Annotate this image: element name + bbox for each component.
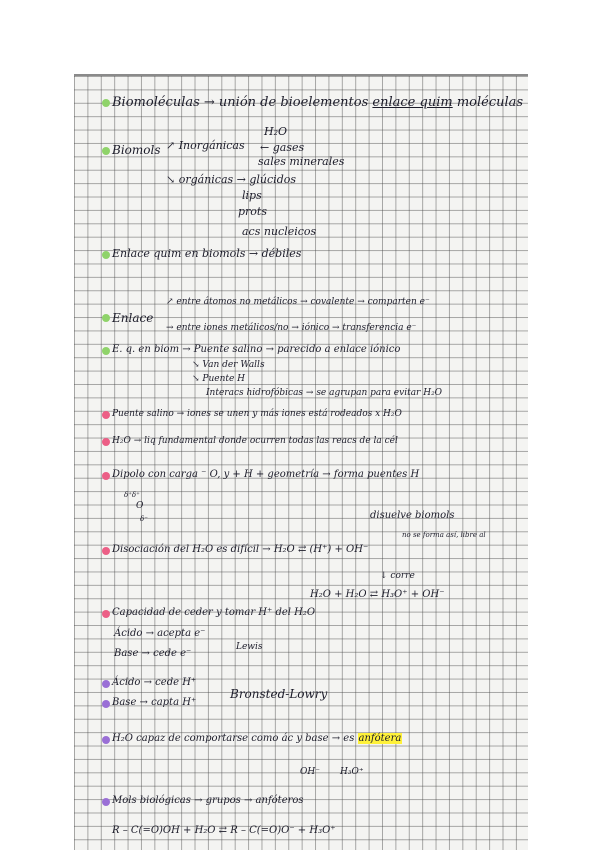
note-anfotera	[112, 734, 402, 744]
note-disociacion: Disociación del H₂O es difícil → H₂O ⇄ (H⁺) + OH⁻	[112, 544, 369, 555]
highlighted-text: anfótera	[358, 733, 402, 744]
note-base-bronsted: Base → capta H⁺	[112, 697, 197, 708]
note-puente-h: ↘ Puente H	[192, 374, 246, 384]
note-delta-plus: δ⁺δ⁺	[124, 491, 140, 499]
note-eq-h3o: H₂O + H₂O ⇄ H₃O⁺ + OH⁻	[310, 589, 445, 600]
note-inorganicas: ↗ Inorgánicas	[166, 139, 245, 152]
note-bronsted: Bronsted-Lowry	[230, 687, 328, 701]
note-lewis: Lewis	[236, 642, 263, 652]
note-acs: acs nucleicos	[242, 225, 317, 238]
note-h2o: H₂O	[264, 125, 288, 138]
bullet-green	[102, 99, 110, 107]
note-acido-lewis: Ácido → acepta e⁻	[114, 628, 206, 639]
note-puente-salino: Puente salino → iones se unen y más iones está rodeados x H₂O	[112, 409, 402, 419]
note-acido-bronsted: Ácido → cede H⁺	[112, 677, 197, 688]
note-ionico: → entre iones metálicos/no → iónico → transferencia e⁻	[166, 323, 417, 333]
note-sales: sales minerales	[258, 155, 345, 168]
note-organicas: ↘ orgánicas → glúcidos	[166, 173, 297, 186]
note-lips: lips	[242, 189, 262, 202]
notebook-page	[74, 74, 528, 850]
bullet-pink	[102, 472, 110, 480]
bullet-green	[102, 347, 110, 355]
note-enlace: Enlace	[112, 311, 154, 325]
bullet-pink	[102, 547, 110, 555]
bullet-green	[102, 314, 110, 322]
note-prots: prots	[238, 205, 267, 218]
bullet-purple	[102, 736, 110, 744]
note-text: Biomoléculas → unión de bioelementos	[112, 95, 373, 110]
note-h2o-fundamental: H₂O → liq fundamental donde ocurren todas las reacs de la cél	[112, 436, 398, 446]
note-covalente: ↗ entre átomos no metálicos → covalente → comparten e⁻	[166, 297, 430, 307]
bullet-pink	[102, 610, 110, 618]
note-interacs: Interacs hidrofóbicas → se agrupan para evitar H₂O	[206, 388, 443, 398]
note-corre: ↓ corre	[380, 571, 415, 581]
bullet-purple	[102, 680, 110, 688]
note-water-structure: O	[136, 501, 144, 511]
note-capacidad: Capacidad de ceder y tomar H⁺ del H₂O	[112, 607, 316, 618]
note-base-lewis: Base → cede e⁻	[114, 648, 192, 659]
note-line-biomoleculas	[112, 96, 523, 109]
note-text: moléculas	[452, 95, 524, 110]
note-no-se-forma: no se forma así, libre al	[402, 531, 486, 539]
note-h3o-plus: H₃O⁺	[340, 767, 364, 777]
note-delta-minus: δ⁻	[140, 515, 148, 523]
note-oh-minus: OH⁻	[300, 767, 320, 777]
bullet-purple	[102, 798, 110, 806]
underlined-text: enlace quim	[372, 95, 453, 110]
note-van-der-walls: ↘ Van der Walls	[192, 360, 265, 370]
note-text: H₂O capaz de comportarse como ác y base → es	[112, 733, 358, 744]
bullet-green	[102, 251, 110, 259]
note-eq-carboxilo: R – C(=O)OH + H₂O ⇄ R – C(=O)O⁻ + H₃O⁺	[112, 825, 336, 836]
bullet-pink	[102, 411, 110, 419]
note-dipolo: Dipolo con carga ⁻ O, y + H + geometría → forma puentes H	[112, 469, 420, 480]
bullet-pink	[102, 438, 110, 446]
note-mols-biologicas: Mols biológicas → grupos → anfóteros	[112, 795, 304, 806]
note-disuelve: disuelve biomols	[370, 510, 455, 521]
note-eq-biom: E. q. en biom → Puente salino → parecido a enlace iónico	[112, 344, 401, 355]
bullet-green	[102, 147, 110, 155]
note-gases: ← gases	[260, 141, 305, 154]
bullet-purple	[102, 700, 110, 708]
note-enlace-debil: Enlace quim en biomols → débiles	[112, 247, 302, 260]
note-biomols: Biomols	[112, 143, 161, 157]
